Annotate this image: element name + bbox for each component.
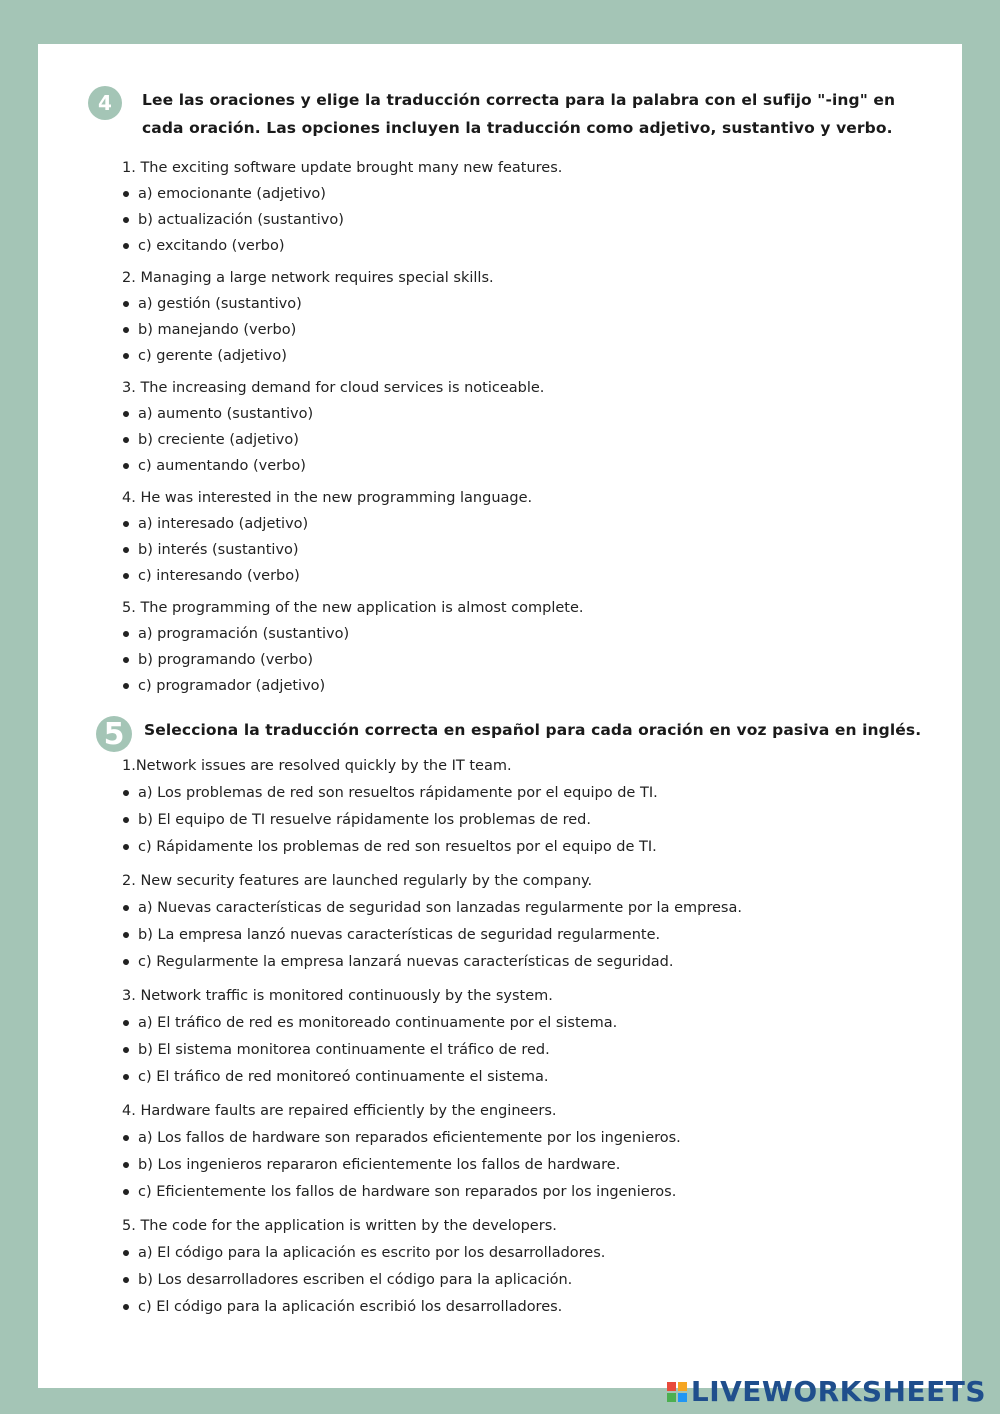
answer-option[interactable]: c) Eficientemente los fallos de hardware son reparados por los ingenieros. — [122, 1182, 902, 1202]
question-text: 4. He was interested in the new programming language. — [122, 490, 533, 506]
answer-option[interactable]: b) El sistema monitorea continuamente el tráfico de red. — [122, 1040, 902, 1060]
answer-options — [122, 514, 902, 586]
logo-text: LIVEWORKSHEETS — [690, 1375, 986, 1408]
answer-option[interactable]: b) La empresa lanzó nuevas características de seguridad regularmente. — [122, 925, 902, 945]
question-text: 2. Managing a large network requires special skills. — [122, 270, 494, 286]
section-4-questions — [122, 158, 902, 708]
question-text: 3. Network traffic is monitored continuously by the system. — [122, 988, 553, 1004]
answer-option[interactable]: c) interesando (verbo) — [122, 566, 902, 586]
answer-option[interactable]: c) excitando (verbo) — [122, 236, 902, 256]
answer-options — [122, 1128, 902, 1202]
answer-option[interactable]: a) interesado (adjetivo) — [122, 514, 902, 534]
answer-option[interactable]: a) programación (sustantivo) — [122, 624, 902, 644]
answer-option[interactable]: c) gerente (adjetivo) — [122, 346, 902, 366]
section-5-instruction: Selecciona la traducción correcta en español para cada oración en voz pasiva en inglés. — [144, 721, 922, 739]
answer-option[interactable]: b) creciente (adjetivo) — [122, 430, 902, 450]
section-4-instruction: Lee las oraciones y elige la traducción correcta para la palabra con el sufijo "-ing" en cada oración. Las opciones incluyen la traducción como adjetivo, sustantivo y verbo. — [142, 91, 896, 137]
worksheet-page — [38, 44, 962, 1388]
answer-options — [122, 404, 902, 476]
logo-mark-icon — [667, 1382, 687, 1402]
answer-option[interactable]: b) Los ingenieros repararon eficientemente los fallos de hardware. — [122, 1155, 902, 1175]
section-5-number-badge: 5 — [96, 716, 132, 752]
answer-options — [122, 184, 902, 256]
question-text: 2. New security features are launched regularly by the company. — [122, 873, 593, 889]
question-text: 1.Network issues are resolved quickly by the IT team. — [122, 758, 512, 774]
answer-option[interactable]: a) El código para la aplicación es escrito por los desarrolladores. — [122, 1243, 902, 1263]
logo-square-icon — [667, 1393, 676, 1402]
answer-option[interactable]: c) El código para la aplicación escribió los desarrolladores. — [122, 1297, 902, 1317]
question-text: 3. The increasing demand for cloud services is noticeable. — [122, 380, 545, 396]
answer-option[interactable]: a) gestión (sustantivo) — [122, 294, 902, 314]
answer-option[interactable]: b) actualización (sustantivo) — [122, 210, 902, 230]
question-text: 1. The exciting software update brought many new features. — [122, 160, 563, 176]
answer-options — [122, 898, 902, 972]
question-text: 4. Hardware faults are repaired efficiently by the engineers. — [122, 1103, 557, 1119]
answer-option[interactable]: c) programador (adjetivo) — [122, 676, 902, 696]
answer-option[interactable]: c) Rápidamente los problemas de red son resueltos por el equipo de TI. — [122, 837, 902, 857]
answer-options — [122, 1243, 902, 1317]
answer-option[interactable]: a) emocionante (adjetivo) — [122, 184, 902, 204]
answer-option[interactable]: a) Los fallos de hardware son reparados eficientemente por los ingenieros. — [122, 1128, 902, 1148]
answer-options — [122, 783, 902, 857]
answer-option[interactable]: a) Los problemas de red son resueltos rápidamente por el equipo de TI. — [122, 783, 902, 803]
question-text: 5. The code for the application is written by the developers. — [122, 1218, 557, 1234]
answer-option[interactable]: c) Regularmente la empresa lanzará nuevas características de seguridad. — [122, 952, 902, 972]
logo-square-icon — [667, 1382, 676, 1391]
answer-options — [122, 1013, 902, 1087]
answer-option[interactable]: b) programando (verbo) — [122, 650, 902, 670]
answer-option[interactable]: a) El tráfico de red es monitoreado continuamente por el sistema. — [122, 1013, 902, 1033]
section-5-questions — [122, 756, 902, 1331]
answer-option[interactable]: b) interés (sustantivo) — [122, 540, 902, 560]
liveworksheets-logo[interactable] — [667, 1375, 986, 1408]
question-text: 5. The programming of the new application is almost complete. — [122, 600, 584, 616]
section-4-number-badge: 4 — [88, 86, 122, 120]
answer-option[interactable]: a) Nuevas características de seguridad son lanzadas regularmente por la empresa. — [122, 898, 902, 918]
answer-option[interactable]: b) manejando (verbo) — [122, 320, 902, 340]
answer-option[interactable]: b) El equipo de TI resuelve rápidamente los problemas de red. — [122, 810, 902, 830]
section-5-header — [88, 716, 922, 752]
answer-option[interactable]: a) aumento (sustantivo) — [122, 404, 902, 424]
logo-square-icon — [678, 1382, 687, 1391]
answer-option[interactable]: b) Los desarrolladores escriben el código para la aplicación. — [122, 1270, 902, 1290]
logo-square-icon — [678, 1393, 687, 1402]
answer-options — [122, 624, 902, 696]
section-4-header — [88, 86, 922, 142]
answer-option[interactable]: c) aumentando (verbo) — [122, 456, 902, 476]
answer-options — [122, 294, 902, 366]
answer-option[interactable]: c) El tráfico de red monitoreó continuamente el sistema. — [122, 1067, 902, 1087]
